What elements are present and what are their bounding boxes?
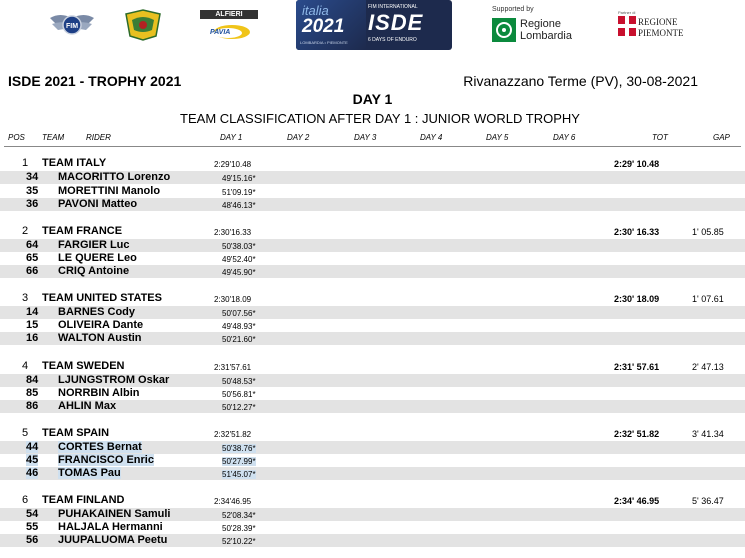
rider-number: 15 (26, 319, 39, 331)
lombardia-name-1: Regione (520, 18, 561, 30)
piemonte-small-text: Partner di (618, 10, 636, 15)
rider-row (0, 454, 745, 467)
rider-name: HALJALA Hermanni (58, 521, 163, 533)
rider-name: BARNES Cody (58, 306, 136, 318)
rider-number: 36 (26, 198, 39, 210)
team-row (0, 360, 745, 374)
team-row (0, 157, 745, 171)
rider-row (0, 198, 745, 211)
rider-row (0, 265, 745, 278)
rider-row (0, 252, 745, 265)
team-total-time: 2:29' 10.48 (614, 159, 660, 169)
rider-name: MORETTINI Manolo (58, 185, 161, 197)
rider-name: WALTON Austin (58, 332, 142, 344)
rider-day1-time: 50'48.53* (222, 377, 256, 386)
team-pos: 2 (22, 225, 29, 237)
header-divider (4, 146, 741, 147)
rider-number: 35 (26, 185, 39, 197)
rider-day1-time: 51'45.07* (222, 470, 256, 479)
team-gap: 1' 05.85 (692, 227, 724, 237)
rider-name: PAVONI Matteo (58, 198, 138, 210)
rider-row (0, 508, 745, 521)
rider-day1-time: 50'38.76* (222, 444, 256, 453)
rider-row (0, 374, 745, 387)
piemonte-name-2: PIEMONTE (638, 28, 684, 38)
team-pos: 4 (22, 360, 29, 372)
isde-fim-text: FIM INTERNATIONAL (368, 4, 418, 10)
rider-name: NORRBIN Albin (58, 387, 140, 399)
rider-day1-time: 50'28.39* (222, 524, 256, 533)
rider-name: LJUNGSTROM Oskar (58, 374, 170, 386)
team-gap: 3' 41.34 (692, 429, 724, 439)
team-total-time: 2:30' 18.09 (614, 294, 660, 304)
isde-year-text: 2021 (302, 16, 345, 37)
rider-day1-time: 49'52.40* (222, 255, 256, 264)
team-day1-time: 2:34'46.95 (214, 497, 252, 506)
rider-row (0, 185, 745, 198)
col-day4: DAY 4 (420, 133, 443, 142)
team-row (0, 225, 745, 239)
team-day1-time: 2:30'18.09 (214, 295, 252, 304)
column-headers (0, 133, 745, 145)
lombardia-rose-icon (492, 18, 516, 42)
rider-name: TOMAS Pau (58, 467, 121, 479)
event-title: ISDE 2021 - TROPHY 2021 (8, 73, 182, 89)
team-pos: 1 (22, 157, 29, 169)
team-name: TEAM FINLAND (42, 494, 125, 506)
team-day1-time: 2:29'10.48 (214, 160, 252, 169)
col-tot: TOT (652, 133, 668, 142)
team-name: TEAM FRANCE (42, 225, 123, 237)
pavia-text: PAVIA (210, 29, 231, 36)
rider-day1-time: 50'21.60* (222, 335, 256, 344)
rider-number: 46 (26, 467, 39, 479)
team-day1-time: 2:31'57.61 (214, 363, 252, 372)
day-title: DAY 1 (352, 91, 393, 107)
rider-day1-time: 51'09.19* (222, 188, 256, 197)
rider-day1-time: 48'46.13* (222, 201, 256, 210)
rider-row (0, 171, 745, 184)
team-gap: 2' 47.13 (692, 362, 724, 372)
rider-name: AHLIN Max (58, 400, 117, 412)
col-pos: POS (8, 133, 25, 142)
isde-italia-text: italia (302, 3, 329, 18)
isde-region-text: LOMBARDIA • PIEMONTE (300, 40, 348, 45)
team-row (0, 494, 745, 508)
rider-name: JUUPALUOMA Peetu (58, 534, 168, 546)
rider-day1-time: 52'10.22* (222, 537, 256, 546)
rider-day1-time: 50'56.81* (222, 390, 256, 399)
alfieri-pavia-logo (200, 8, 260, 42)
rider-row (0, 400, 745, 413)
col-rider: RIDER (86, 133, 111, 142)
rider-name: CORTES Bernat (58, 441, 142, 453)
rider-row (0, 319, 745, 332)
event-location-date: Rivanazzano Terme (PV), 30-08-2021 (463, 73, 698, 89)
team-block-5 (0, 427, 745, 493)
rider-name: OLIVEIRA Dante (58, 319, 144, 331)
col-day3: DAY 3 (354, 133, 377, 142)
rider-row (0, 534, 745, 547)
team-pos: 6 (22, 494, 29, 506)
team-block-3 (0, 292, 745, 358)
team-row (0, 292, 745, 306)
team-block-2 (0, 225, 745, 291)
team-day1-time: 2:30'16.33 (214, 228, 252, 237)
rider-name: FRANCISCO Enric (58, 454, 154, 466)
team-block-6 (0, 494, 745, 558)
team-total-time: 2:32' 51.82 (614, 429, 660, 439)
team-pos: 3 (22, 292, 29, 304)
rider-row (0, 521, 745, 534)
team-gap: 1' 07.61 (692, 294, 724, 304)
team-name: TEAM ITALY (42, 157, 107, 169)
team-total-time: 2:31' 57.61 (614, 362, 660, 372)
regione-lombardia-logo (490, 6, 590, 46)
col-gap: GAP (713, 133, 730, 142)
report-header (8, 73, 698, 91)
rider-number: 65 (26, 252, 39, 264)
team-gap: 5' 36.47 (692, 496, 724, 506)
rider-day1-time: 52'08.34* (222, 511, 256, 520)
rider-number: 64 (26, 239, 39, 251)
rider-number: 34 (26, 171, 39, 183)
rider-name: LE QUERE Leo (58, 252, 137, 264)
rider-day1-time: 49'48.93* (222, 322, 256, 331)
isde-2021-logo (296, 0, 452, 50)
col-team: TEAM (42, 133, 65, 142)
rider-row (0, 239, 745, 252)
isde-sub-text: 6 DAYS OF ENDURO (368, 37, 417, 43)
col-day2: DAY 2 (287, 133, 310, 142)
piemonte-name-1: REGIONE (638, 17, 678, 27)
team-total-time: 2:34' 46.95 (614, 496, 660, 506)
rider-number: 55 (26, 521, 39, 533)
rider-name: MACORITTO Lorenzo (58, 171, 171, 183)
isde-name-text: ISDE (368, 10, 424, 35)
rider-day1-time: 50'38.03* (222, 242, 256, 251)
team-pos: 5 (22, 427, 29, 439)
rider-number: 85 (26, 387, 39, 399)
rider-number: 54 (26, 508, 39, 520)
rider-name: FARGIER Luc (58, 239, 130, 251)
rider-number: 44 (26, 441, 39, 453)
rider-number: 14 (26, 306, 39, 318)
rider-row (0, 306, 745, 319)
rider-row (0, 387, 745, 400)
team-day1-time: 2:32'51.82 (214, 430, 252, 439)
regione-piemonte-logo (618, 12, 688, 42)
rider-number: 56 (26, 534, 39, 546)
team-name: TEAM UNITED STATES (42, 292, 162, 304)
team-name: TEAM SWEDEN (42, 360, 125, 372)
piemonte-crest-icon (618, 16, 636, 38)
rider-number: 86 (26, 400, 39, 412)
rider-row (0, 467, 745, 480)
rider-number: 45 (26, 454, 39, 466)
rider-row (0, 332, 745, 345)
col-day5: DAY 5 (486, 133, 509, 142)
rider-day1-time: 49'15.16* (222, 174, 256, 183)
col-day1: DAY 1 (220, 133, 243, 142)
team-name: TEAM SPAIN (42, 427, 110, 439)
rider-name: CRIQ Antoine (58, 265, 130, 277)
rider-number: 84 (26, 374, 39, 386)
lombardia-name-2: Lombardia (520, 30, 572, 42)
rider-name: PUHAKAINEN Samuli (58, 508, 171, 520)
team-block-4 (0, 360, 745, 426)
classification-title: TEAM CLASSIFICATION AFTER DAY 1 : JUNIOR WORLD TROPHY (180, 111, 580, 126)
rider-day1-time: 50'27.99* (222, 457, 256, 466)
logo-bar (0, 0, 745, 58)
svg-text:FIM: FIM (65, 23, 79, 30)
team-row (0, 427, 745, 441)
rider-day1-time: 50'07.56* (222, 309, 256, 318)
rider-day1-time: 50'12.27* (222, 403, 256, 412)
rider-day1-time: 49'45.90* (222, 268, 256, 277)
team-total-time: 2:30' 16.33 (614, 227, 660, 237)
rider-row (0, 441, 745, 454)
alfieri-text: ALFIERI (200, 10, 258, 19)
team-block-1 (0, 157, 745, 223)
lombardia-supported-text: Supported by (492, 6, 534, 13)
motoclub-logo (122, 8, 164, 42)
col-day6: DAY 6 (553, 133, 576, 142)
rider-number: 16 (26, 332, 39, 344)
fim-logo (48, 10, 96, 40)
rider-number: 66 (26, 265, 39, 277)
